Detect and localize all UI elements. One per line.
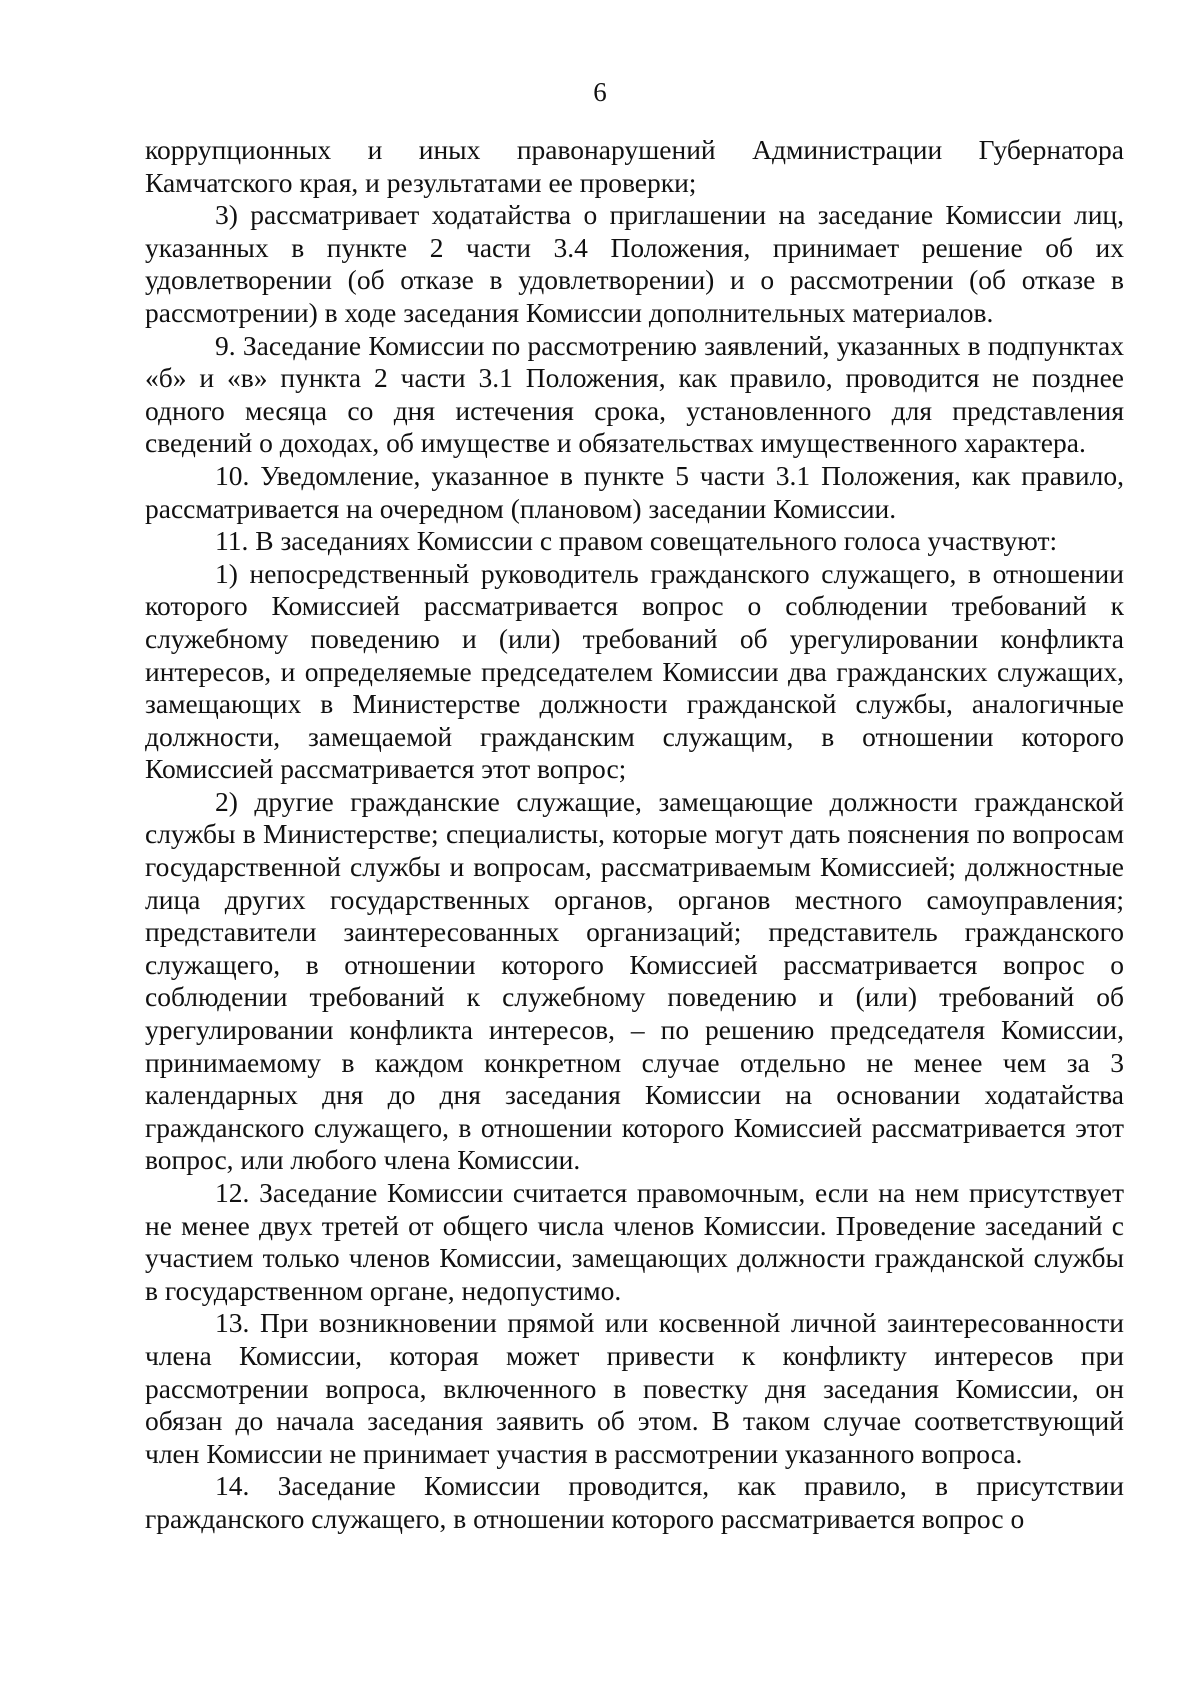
paragraph-clause-12: 12. Заседание Комиссии считается правомочным, если на нем присутствует не менее двух третей от общего числа членов Комиссии. Проведение заседаний с участием только членов Комиссии, замещающих должности гражданской службы в государственном органе, недопустимо. <box>145 1177 1124 1306</box>
document-body <box>145 134 1124 1536</box>
paragraph-item-3: 3) рассматривает ходатайства о приглашении на заседание Комиссии лиц, указанных в пункте 2 части 3.4 Положения, принимает решение об их удовлетворении (об отказе в удовлетворении) и о рассмотрении (об отказе в рассмотрении) в ходе заседания Комиссии дополнительных материалов. <box>145 199 1124 328</box>
page-number: 6 <box>593 77 607 107</box>
paragraph-clause-14: 14. Заседание Комиссии проводится, как правило, в присутствии гражданского служащего, в отношении которого рассматривается вопрос о <box>145 1470 1124 1534</box>
paragraph-clause-11-item-1: 1) непосредственный руководитель гражданского служащего, в отношении которого Комиссией рассматривается вопрос о соблюдении требований к служебному поведению и (или) требований об урегулировании конфликта интересов, и определяемые председателем Комиссии два гражданских служащих, замещающих в Министерстве должности гражданской службы, аналогичные должности, замещаемой гражданским служащим, в отношении которого Комиссией рассматривается этот вопрос; <box>145 557 1124 785</box>
paragraph-clause-10: 10. Уведомление, указанное в пункте 5 части 3.1 Положения, как правило, рассматривается на очередном (плановом) заседании Комиссии. <box>145 459 1124 524</box>
paragraph-clause-9: 9. Заседание Комиссии по рассмотрению заявлений, указанных в подпунктах «б» и «в» пункта 2 части 3.1 Положения, как правило, проводится не позднее одного месяца со дня истечения срока, установленного для представления сведений о доходах, об имуществе и обязательствах имущественного характера. <box>145 329 1124 459</box>
paragraph-clause-11-item-2: 2) другие гражданские служащие, замещающие должности гражданской службы в Министерстве; специалисты, которые могут дать пояснения по вопросам государственной службы и вопросам, рассматриваемым Комиссией; должностные лица других государственных органов, органов местного самоуправления; представители заинтересованных организаций; представитель гражданского служащего, в отношении которого Комиссией рассматривается вопрос о соблюдении требований к служебному поведению и (или) требований об урегулировании конфликта интересов, – по решению председателя Комиссии, принимаемому в каждом конкретном случае отдельно не менее чем за 3 календарных дня до дня заседания Комиссии на основании ходатайства гражданского служащего, в отношении которого Комиссией рассматривается этот вопрос, или любого члена Комиссии. <box>145 785 1124 1176</box>
paragraph-clause-13: 13. При возникновении прямой или косвенной личной заинтересованности члена Комиссии, которая может привести к конфликту интересов при рассмотрении вопроса, включенного в повестку дня заседания Комиссии, он обязан до начала заседания заявить об этом. В таком случае соответствующий член Комиссии не принимает участия в рассмотрении указанного вопроса. <box>145 1307 1124 1469</box>
paragraph-clause-11: 11. В заседаниях Комиссии с правом совещательного голоса участвуют: <box>215 525 1058 557</box>
paragraph-continuation: коррупционных и иных правонарушений Администрации Губернатора Камчатского края, и результатами ее проверки; <box>145 134 1124 198</box>
